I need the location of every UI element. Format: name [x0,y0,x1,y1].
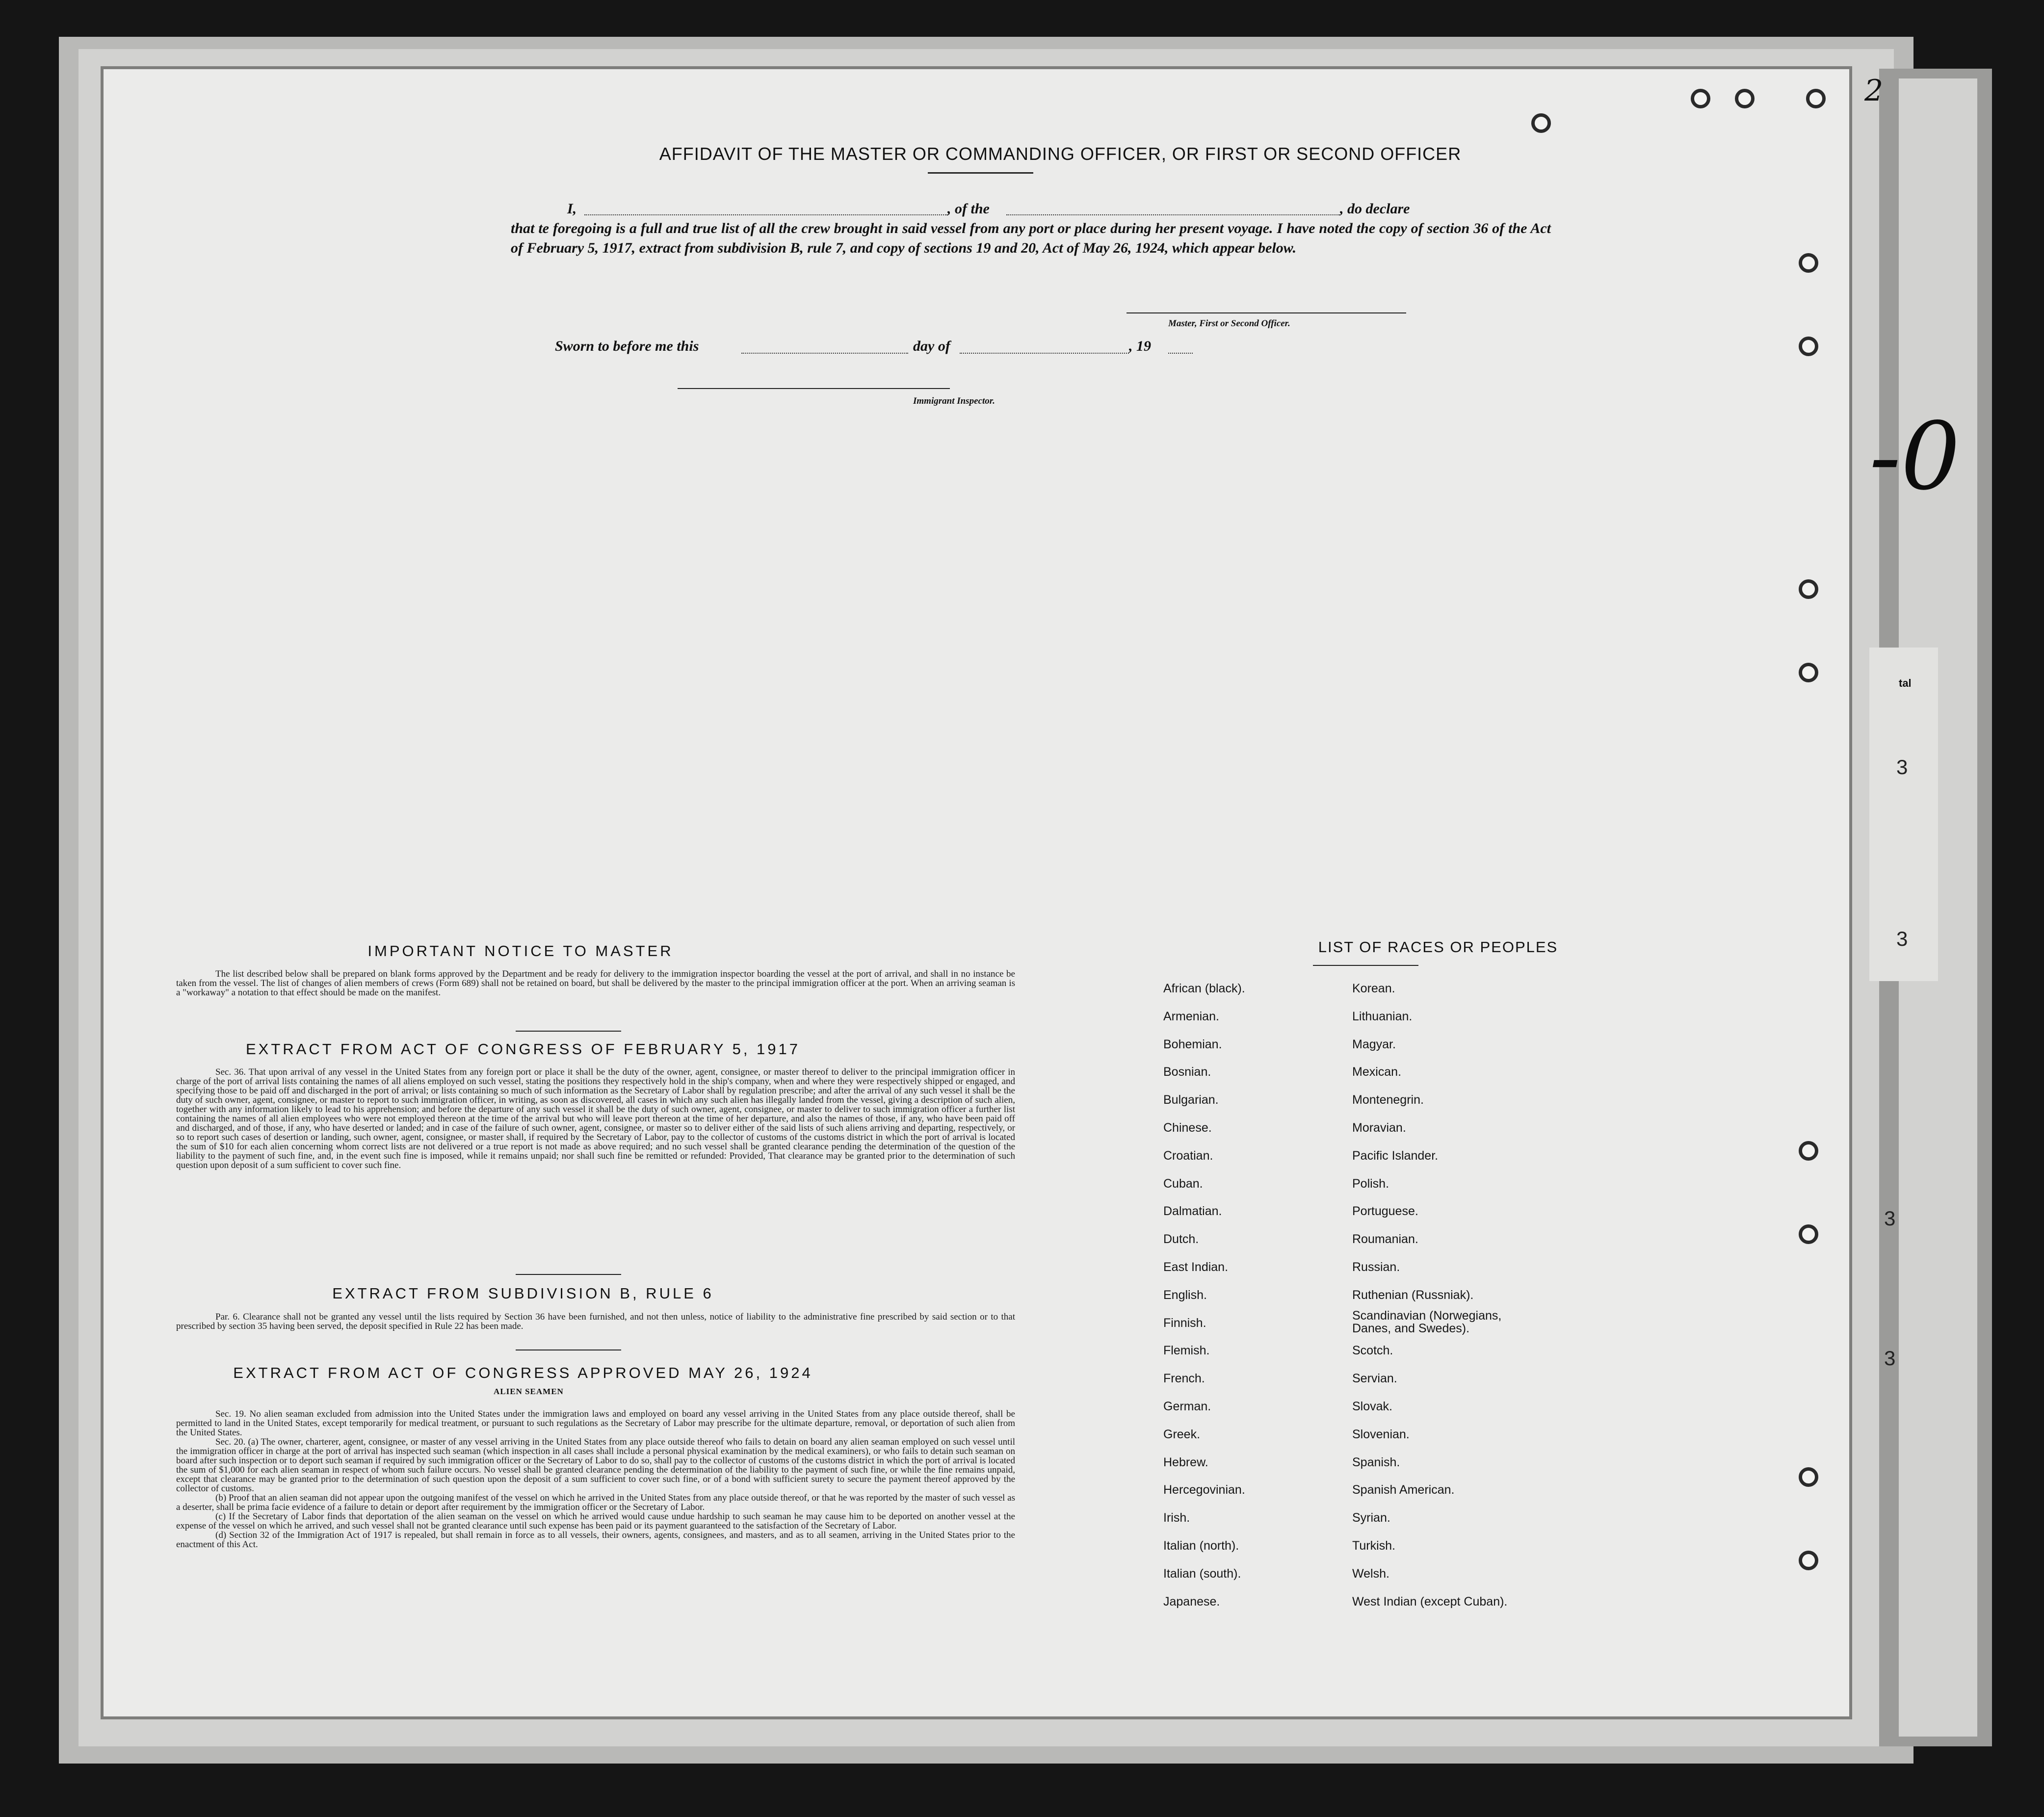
race-item: Japanese. [1163,1594,1220,1609]
race-item: Irish. [1163,1511,1190,1525]
notice-heading: IMPORTANT NOTICE TO MASTER [367,942,674,960]
race-item: East Indian. [1163,1260,1229,1274]
race-item: West Indian (except Cuban). [1352,1594,1508,1609]
race-item: Scotch. [1352,1344,1393,1358]
race-item: Spanish. [1352,1455,1400,1469]
extract-1917-rule [516,1274,621,1275]
day-of-label: day of [913,338,950,354]
affidavit-of-the-label: , of the [947,201,990,217]
race-item: Portuguese. [1352,1204,1418,1219]
race-item: Finnish. [1163,1316,1206,1330]
extract-rule6-heading: EXTRACT FROM SUBDIVISION B, RULE 6 [332,1285,714,1302]
race-item: Syrian. [1352,1511,1390,1525]
race-item: Cuban. [1163,1176,1203,1191]
sworn-day-blank [741,353,908,354]
sworn-label: Sworn to before me this [555,338,699,354]
year-label: , 19 [1129,338,1151,354]
race-item: Lithuanian. [1352,1009,1413,1023]
race-item: Spanish American. [1352,1483,1455,1497]
races-heading-rule [1313,965,1418,966]
race-item: Bosnian. [1163,1065,1211,1079]
tab-label: tal [1899,677,1912,689]
punch-hole-top-3 [1735,89,1755,108]
extract-rule6-text [176,1312,1015,1331]
affidavit-do-declare-label: , do declare [1340,201,1410,217]
race-item: Magyar. [1352,1037,1396,1051]
race-item: Servian. [1352,1372,1397,1386]
race-item: Bohemian. [1163,1037,1222,1051]
race-item: German. [1163,1400,1211,1413]
inspector-label: Immigrant Inspector. [913,396,995,406]
race-item: Polish. [1352,1176,1389,1191]
punch-hole-right-5 [1799,1141,1818,1161]
punch-hole-right-8 [1799,1551,1818,1570]
affidavit-i-label: I, [567,201,577,217]
race-item: Chinese. [1163,1121,1212,1135]
corner-number: 2 [1864,74,1884,108]
race-item: English. [1163,1288,1207,1302]
punch-hole-right-6 [1799,1224,1818,1244]
punch-hole-top-1 [1531,113,1551,133]
race-item: Dalmatian. [1163,1204,1222,1219]
extract-1917-paragraph: Sec. 36. That upon arrival of any vessel in the United States from any foreign port or place it shall be the duty of the owner, agent, consignee, or master thereof to deliver to the principal immigration officer in charge of the port of arrival lists containing the names of all aliens employed on such vessel, stating the positions they respectively hold in the ship's company, when and where they were respectively shipped or engaged, and specifying those to be paid off and discharged in the port of arrival; or lists containing so much of such information as the Secretary of Labor shall by regulation prescribe; and after the arrival of any such vessel it shall be the duty of such owner, agent, consignee, or master to report to such immigration officer, in writing, as soon as discovered, all cases in which any such alien has illegally landed from the vessel, giving a description of such alien, together with any information likely to lead to his apprehension; and before the departure of any such vessel it shall be the duty of such owner, agent, consignee, or master to deliver to such immigration officer a further list containing the names of all alien employees who were not employed thereon at the time of the arrival but who will leave port thereon at the time of her departure, and also the names of those, if any, who have been paid off and discharged, and of those, if any, who have deserted or landed; and in case of the failure of such owner, agent, consignee, or master so to deliver either of the said lists of such aliens arriving and departing, respectively, or so to report such cases of desertion or landing, such owner, agent, consignee, or master shall, if required by the Secretary of Labor, pay to the collector of customs of the customs district in which the port of arrival is located the sum of $10 for each alien concerning whom correct lists are not delivered or a true report is not made as above required; and no such vessel shall be granted clearance pending the determination of the question of the liability to the payment of such fine, and, in the event such fine is imposed, while it remains unpaid; nor shall such fine be remitted or refunded: Provided, That clearance may be granted prior to the determination of such question upon deposit of a sum sufficient to cover such fine. [176,1067,1015,1170]
punch-hole-top-4 [1806,89,1826,108]
extract-1924-text [176,1409,1015,1549]
race-item: French. [1163,1372,1205,1386]
race-item: Dutch. [1163,1232,1199,1246]
margin-count-4: 3 [1884,1347,1896,1370]
race-item: Slovak. [1352,1400,1392,1413]
sec20c-paragraph: (c) If the Secretary of Labor finds that deportation of the alien seaman on the vessel on which he arrived would cause undue hardship to such seaman he may cause him to be deported on another vessel at the expense of the vessel on which he arrived, and such vessel shall not be granted clearance until such expense has been paid or its payment guaranteed to the satisfaction of the Secretary of Labor. [176,1511,1015,1531]
inspector-signature-line [678,388,950,389]
race-item: Bulgarian. [1163,1093,1219,1107]
race-item: Flemish. [1163,1344,1210,1358]
name-blank [584,214,947,215]
punch-hole-right-1 [1799,253,1818,273]
master-signature-line [1127,312,1406,313]
sec20a-paragraph: Sec. 20. (a) The owner, charterer, agent, consignee, or master of any vessel arriving in the United States from any place outside thereof who fails to detain on board any alien seaman employed on such vessel until the immigration officer in charge at the port of arrival has inspected such seaman (which inspection in all cases shall include a personal physical examination by the medical examiners), or who fails to detain such seaman on board after such inspection or to deport such seaman if required by such immigration officer or the Secretary of Labor to do so, shall pay to the collector of customs of the customs district in which the port of arrival is located the sum of $1,000 for each alien seaman in respect of whom such failure occurs. No vessel shall be granted clearance pending the determination of the liability to the payment of such fine, or while the fine remains unpaid, except that clearance may be granted prior to the determination of such question upon the deposit of a sum sufficient to cover such fine, or of a bond with sufficient surety to secure the payment thereof approved by the collector of customs. [176,1437,1015,1494]
declaration-text: that te foregoing is a full and true list of all the crew brought in said vessel from any port or place during her present voyage. I have noted the copy of section 36 of the Act of February 5, 1917, extract from subdivision B, rule 7, and copy of sections 19 and 20, Act of May 26, 1924, which appear below. [511,220,1551,256]
sec19-paragraph: Sec. 19. No alien seaman excluded from admission into the United States under the immigration laws and employed on board any vessel arriving in the United States from any place outside thereof, shall be permitted to land in the United States, except temporarily for medical treatment, or pursuant to such regulations as the Secretary of Labor may prescribe for the ultimate departure, removal, or deportation of such alien from the United States. [176,1409,1015,1438]
affidavit-title-rule [928,172,1033,174]
race-item: Croatian. [1163,1148,1213,1163]
margin-count-3: 3 [1884,1207,1896,1230]
vessel-blank [1006,214,1340,215]
race-item: Greek. [1163,1427,1201,1441]
race-item: Armenian. [1163,1009,1219,1023]
punch-hole-right-3 [1799,579,1818,599]
race-item: Korean. [1352,982,1395,995]
race-item: Turkish. [1352,1539,1395,1553]
extract-1924-heading: EXTRACT FROM ACT OF CONGRESS APPROVED MAY 26, 1924 [233,1364,813,1381]
race-item: Slovenian. [1352,1427,1410,1441]
punch-hole-right-4 [1799,663,1818,682]
affidavit-title: AFFIDAVIT OF THE MASTER OR COMMANDING OFFICER, OR FIRST OR SECOND OFFICER [659,144,1462,164]
race-item: Russian. [1352,1260,1400,1274]
punch-hole-top-2 [1691,89,1710,108]
race-item: Pacific Islander. [1352,1148,1439,1163]
sec20b-paragraph: (b) Proof that an alien seaman did not appear upon the outgoing manifest of the vessel on which he arrived in the United States from any place outside thereof, or that he was reported by the master of such vessel as a deserter, shall be prima facie evidence of a failure to detain or deport after requirement by the immigration officer or the Secretary of Labor. [176,1493,1015,1512]
sworn-month-blank [960,353,1129,354]
form-page [101,66,1852,1719]
margin-count-2: 3 [1896,927,1908,950]
race-item: African (black). [1163,982,1245,995]
sec20d-paragraph: (d) Section 32 of the Immigration Act of 1917 is repealed, but shall remain in force as to all vessels, their owners, agents, consignees, and masters, and as to all seamen, arriving in the United States prior to the enactment of this Act. [176,1530,1015,1550]
race-item: Montenegrin. [1352,1093,1424,1107]
race-item: Hebrew. [1163,1455,1208,1469]
punch-hole-right-2 [1799,337,1818,356]
notice-rule [516,1031,621,1032]
alien-seamen-subheading: ALIEN SEAMEN [494,1387,564,1396]
race-item: Italian (north). [1163,1539,1239,1553]
extract-1917-heading: EXTRACT FROM ACT OF CONGRESS OF FEBRUARY 5, 1917 [245,1040,801,1058]
punch-hole-right-7 [1799,1467,1818,1487]
race-item: Ruthenian (Russniak). [1352,1288,1474,1302]
extract-1917-text [176,1067,1015,1170]
race-item: Mexican. [1352,1065,1402,1079]
master-signature-label: Master, First or Second Officer. [1168,318,1290,329]
race-item: Scandinavian (Norwegians, Danes, and Swedes). [1352,1308,1502,1335]
margin-count-1: 3 [1896,755,1908,779]
extract-rule6-paragraph: Par. 6. Clearance shall not be granted any vessel until the lists required by Section 36 have been furnished, and not then unless, notice of liability to the administrative fine prescribed by said section or to that prescribed by section 35 having been served, the deposit specified in Rule 22 has been made. [176,1312,1015,1331]
race-item: Hercegovinian. [1163,1483,1245,1497]
race-item: Welsh. [1352,1566,1389,1581]
race-item: Roumanian. [1352,1232,1418,1246]
year-blank [1168,353,1193,354]
notice-text [176,969,1015,997]
notice-paragraph: The list described below shall be prepared on blank forms approved by the Department and be ready for delivery to the immigration inspector boarding the vessel at the port of arrival, and shall in no instance be taken from the vessel. The list of changes of alien members of crews (Form 689) shall not be retained on board, but shall be delivered by the master to the principal immigration officer at the port. When an arriving seaman is a "workaway" a notation to that effect should be made on the manifest. [176,969,1015,998]
race-item: Moravian. [1352,1121,1406,1135]
races-heading: LIST OF RACES OR PEOPLES [1318,938,1558,956]
big-zero-mark: -0 [1869,402,1961,511]
race-item: Italian (south). [1163,1566,1241,1581]
